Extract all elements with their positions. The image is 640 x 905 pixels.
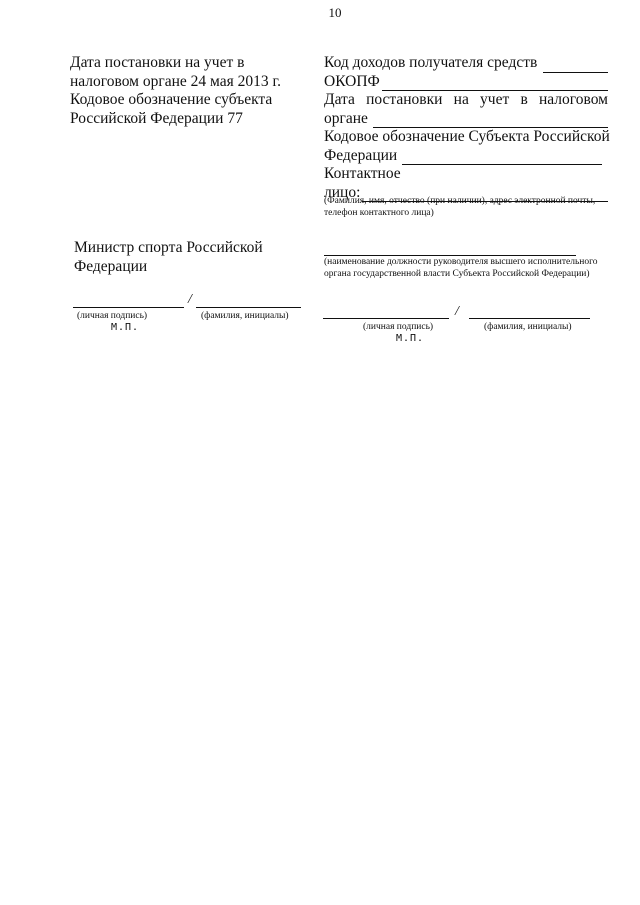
minister-title: Министр спорта Российской Федерации [74,239,263,275]
okopf-field[interactable] [382,76,608,91]
reg-date-row-2 [324,110,608,129]
income-code-row [324,54,608,73]
income-code-label: Код доходов получателя средств [324,54,538,71]
okopf-row [324,73,608,92]
subject-code-label: Кодовое обозначение Субъекта Российской [324,128,610,145]
left-signature-caption: (личная подпись) [77,311,148,321]
reg-date-row [324,91,608,110]
right-seal: М.П. [396,333,425,344]
right-signature-caption: (личная подпись) [363,322,434,332]
contact-label-end: лицо: [324,183,361,201]
region-code-line1: Кодовое обозначение субъекта [70,91,273,108]
reg-date-label-end: органе [324,109,368,127]
contact-label: Контактное [324,165,401,182]
income-code-field[interactable] [543,58,608,73]
left-registration-block [70,54,300,128]
reg-date-field[interactable] [373,113,608,128]
reg-word: постановки [366,91,443,108]
contact-hint: (Фамилия, имя, отчество (при наличии), адрес электронной почты, телефон контактного лица) [324,196,596,218]
region-code-line2: Российской Федерации 77 [70,109,243,127]
okopf-label: ОКОПФ [324,72,380,90]
left-name-caption: (фамилия, инициалы) [201,311,289,321]
reg-date-line2: налоговом органе 24 мая 2013 г. [70,72,281,90]
right-signature-line[interactable] [323,318,449,319]
reg-word: налоговом [538,91,608,108]
reg-word: на [453,91,469,108]
head-position-line[interactable] [324,255,576,256]
reg-word: Дата [324,91,355,108]
reg-word: в [520,91,528,108]
reg-word: учет [480,91,510,108]
right-recipient-block [324,54,608,202]
head-position-hint: (наименование должности руководителя высшего исполнительного органа государственной власти Субъекта Российской Федерации) [324,257,598,279]
subject-code-field[interactable] [402,150,602,165]
subject-code-label-end: Федерации [324,146,398,164]
subject-code-row [324,128,608,147]
reg-date-line1: Дата постановки на учет в [70,54,245,71]
right-name-caption: (фамилия, инициалы) [484,322,572,332]
page-number: 10 [328,5,342,20]
left-signature-line[interactable] [73,307,184,308]
left-slash: / [188,292,192,307]
left-name-line[interactable] [196,307,301,308]
subject-code-row-2 [324,147,608,166]
right-slash: / [455,304,459,319]
left-seal: М.П. [111,322,140,333]
right-name-line[interactable] [469,318,590,319]
